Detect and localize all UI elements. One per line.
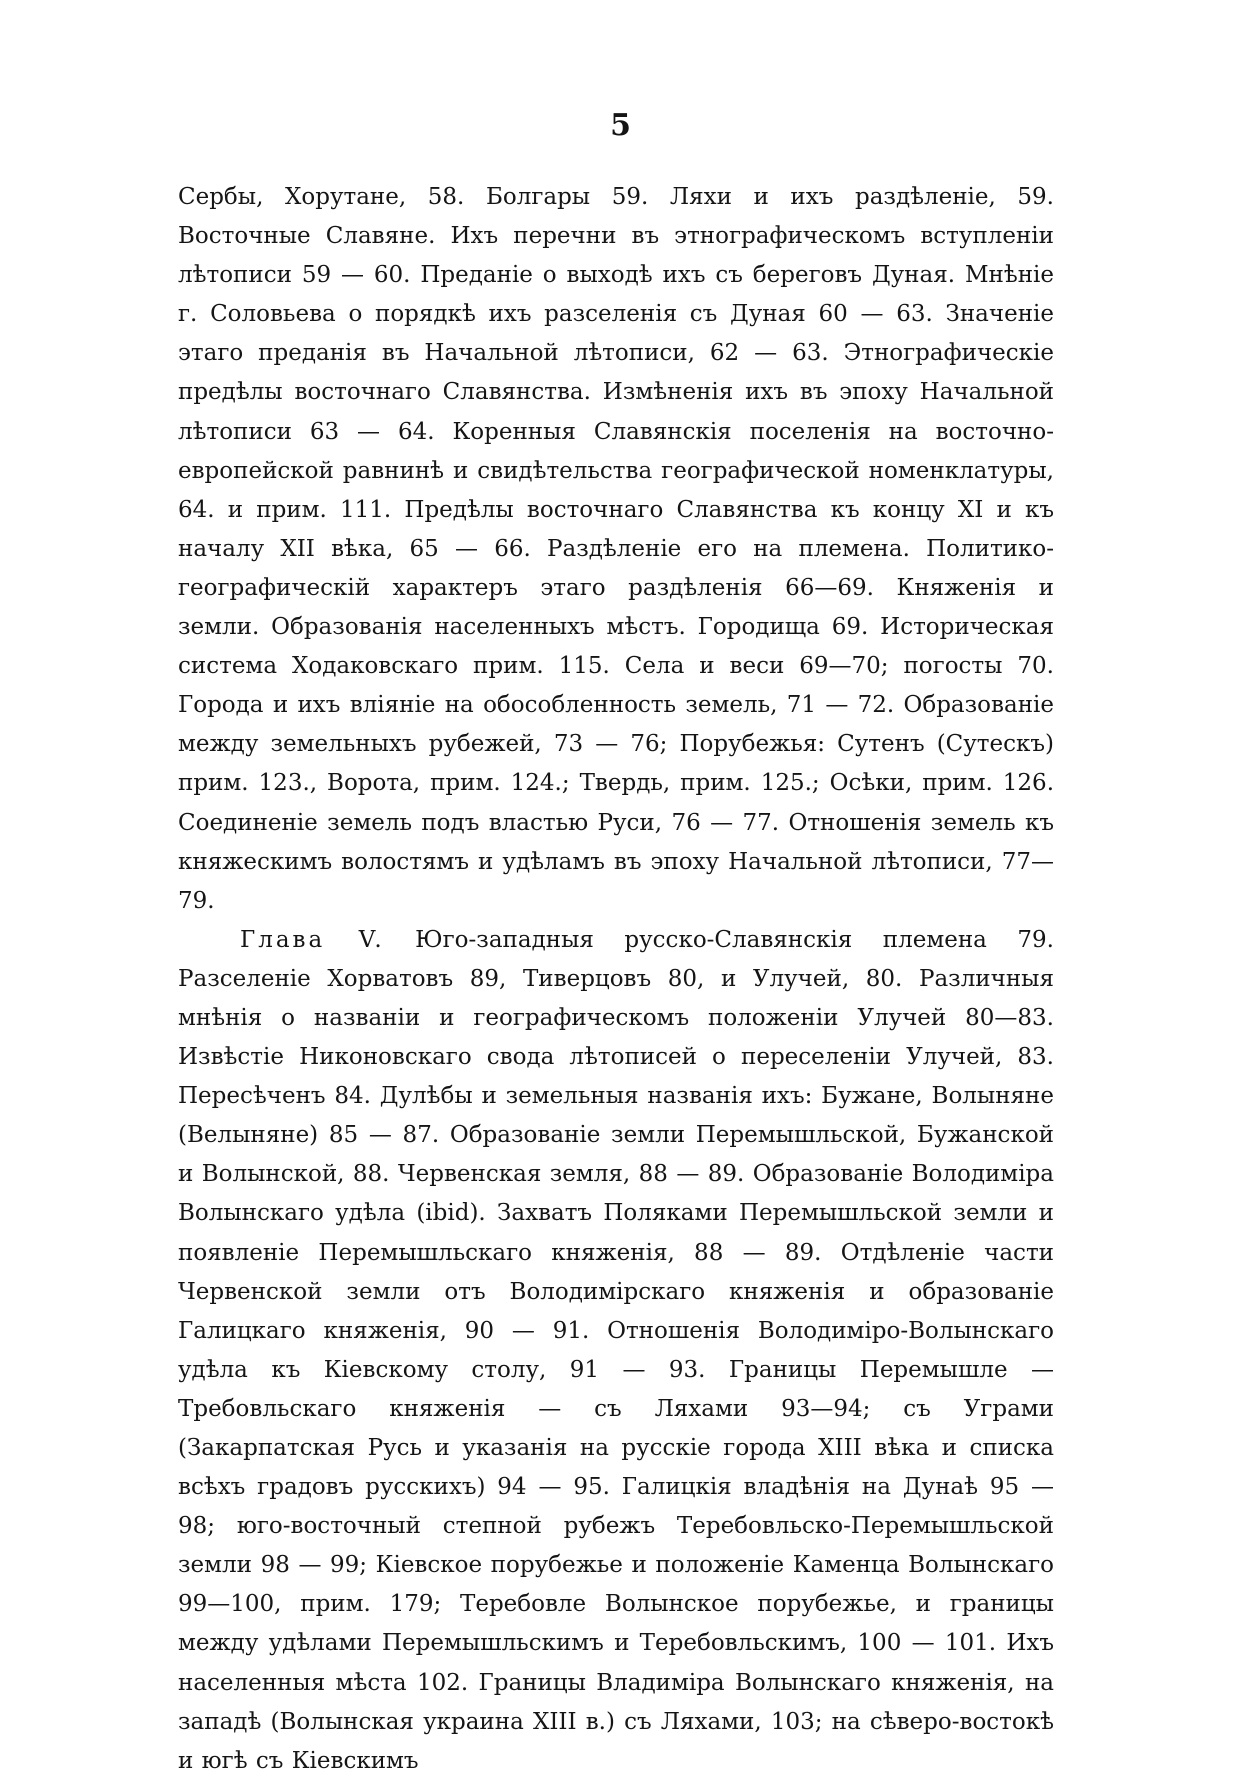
- paragraph-chapter-v: [178, 921, 1054, 1781]
- paragraph-text: Юго-западныя русско-Славянскія племена 79. Разселеніе Хорватовъ 89, Тиверцовъ 80, и Улучей, 80. Различныя мнѣнія о названіи и географическомъ положеніи Улучей 80—83. Извѣстіе Никоновскаго свода лѣтописей о переселеніи Улучей, 83. Пересѣченъ 84. Дулѣбы и земельныя названія ихъ: Бужане, Волыняне (Велыняне) 85 — 87. Образованіе земли Перемышльской, Бужанской и Волынской, 88. Червенская земля, 88 — 89. Образованіе Володиміра Волынскаго удѣла (ibid). Захватъ Поляками Перемышльской земли и появленіе Перемышльскаго княженія, 88 — 89. Отдѣленіе части Червенской земли отъ Володимірскаго княженія и образованіе Галицкаго княженія, 90 — 91. Отношенія Володиміро-Волынскаго удѣла къ Кіевскому столу, 91 — 93. Границы Перемышле — Требовльскаго княженія — съ Ляхами 93—94; съ Уграми (Закарпатская Русь и указанія на русскіе города XIII вѣка и списка всѣхъ градовъ русскихъ) 94 — 95. Галицкія владѣнія на Дунаѣ 95 — 98; юго-восточный степной рубежъ Теребовльско-Перемышльской земли 98 — 99; Кіевское порубежье и положеніе Каменца Волынскаго 99—100, прим. 179; Теребовле Волынское порубежье, и границы между удѣлами Перемышльскимъ и Теребовльскимъ, 100 — 101. Ихъ населенныя мѣста 102. Границы Владиміра Волынскаго княженія, на западѣ (Волынская украина XIII в.) съ Ляхами, 103; на сѣверо-востокѣ и югѣ съ Кіевскимъ: [178, 926, 1054, 1774]
- page-number: 5: [610, 108, 631, 143]
- chapter-heading: Глава V.: [240, 926, 385, 953]
- paragraph-chapter-iv-continuation: [178, 178, 1054, 921]
- body-text: [178, 178, 1054, 1781]
- paragraph-text: Сербы, Хорутане, 58. Болгары 59. Ляхи и ихъ раздѣленіе, 59. Восточные Славяне. Ихъ перечни въ этнографическомъ вступленіи лѣтописи 59 — 60. Преданіе о выходѣ ихъ съ береговъ Дуная. Мнѣніе г. Соловьева о порядкѣ ихъ разселенія съ Дуная 60 — 63. Значеніе этаго преданія въ Начальной лѣтописи, 62 — 63. Этнографическіе предѣлы восточнаго Славянства. Измѣненія ихъ въ эпоху Начальной лѣтописи 63 — 64. Коренныя Славянскія поселенія на восточно-европейской равнинѣ и свидѣтельства географической номенклатуры, 64. и прим. 111. Предѣлы восточнаго Славянства къ концу XI и къ началу XII вѣка, 65 — 66. Раздѣленіе его на племена. Политико-географическій характеръ этаго раздѣленія 66—69. Княженія и земли. Образованія населенныхъ мѣстъ. Городища 69. Историческая система Ходаковскаго прим. 115. Села и веси 69—70; погосты 70. Города и ихъ вліяніе на обособленность земель, 71 — 72. Образованіе между земельныхъ рубежей, 73 — 76; Порубежья: Сутенъ (Сутескъ) прим. 123., Ворота, прим. 124.; Твердь, прим. 125.; Осѣки, прим. 126. Соединеніе земель подъ властью Руси, 76 — 77. Отношенія земель къ княжескимъ волостямъ и удѣламъ въ эпоху Начальной лѣтописи, 77—79.: [178, 184, 1054, 914]
